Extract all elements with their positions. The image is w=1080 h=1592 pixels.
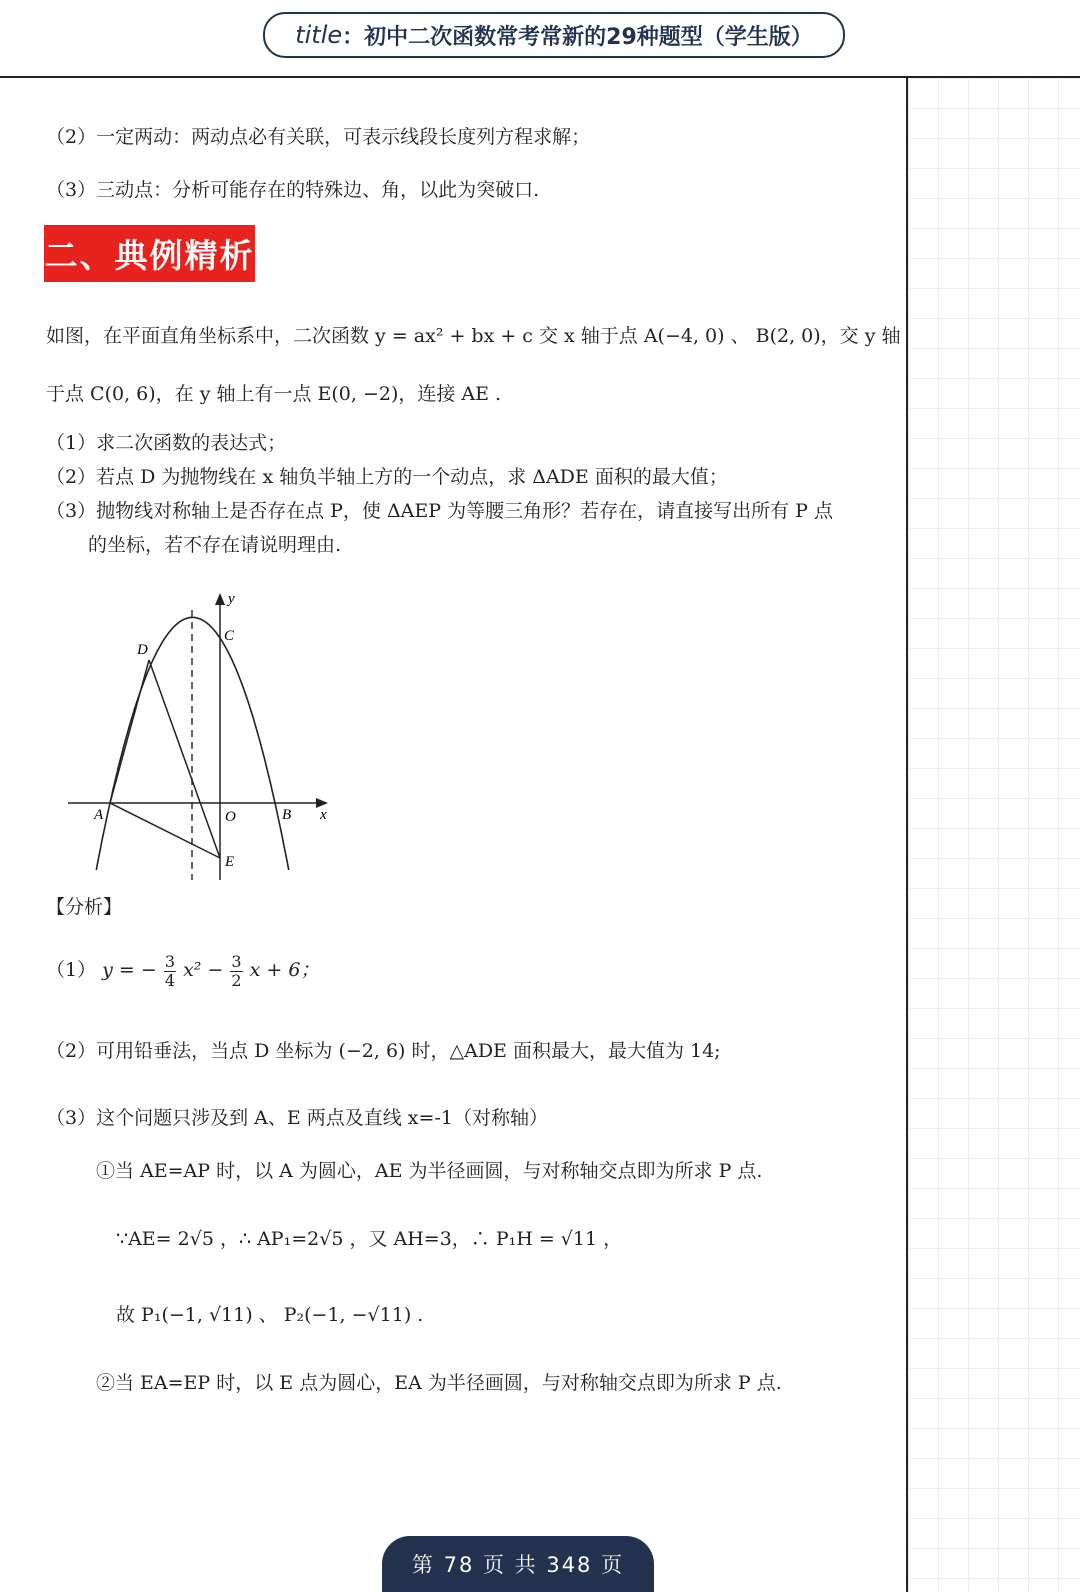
notes-grid-panel (906, 78, 1080, 1592)
document-title (263, 12, 845, 58)
problem-text-line-1: 如图，在平面直角坐标系中，二次函数 y = ax² + bx + c 交 x 轴于点 A(−4, 0) 、 B(2, 0)，交 y 轴 (46, 325, 901, 347)
method-line-2: （2）一定两动：两动点必有关联，可表示线段长度列方程求解； (46, 126, 591, 148)
answer-2: （2）可用铅垂法，当点 D 坐标为 (−2, 6) 时，△ADE 面积最大，最大值为 14; (46, 1040, 721, 1062)
question-1: （1）求二次函数的表达式； (46, 432, 287, 454)
y-axis-arrow (215, 593, 225, 605)
answer-1-y: y = − (102, 959, 157, 982)
label-a: A (94, 807, 104, 823)
fraction-numerator: 3 (231, 952, 242, 971)
method-line-3: （3）三动点：分析可能存在的特殊边、角，以此为突破口. (46, 179, 540, 201)
label-y: y (228, 591, 235, 607)
label-d: D (137, 642, 148, 658)
page-header (0, 0, 1080, 78)
question-3-line-2: 的坐标，若不存在请说明理由. (88, 534, 342, 556)
section-heading: 二、典例精析 (44, 225, 255, 282)
label-e: E (225, 854, 235, 870)
fraction-denominator: 2 (231, 970, 242, 990)
parabola-figure (64, 588, 344, 888)
answer-1 (46, 953, 319, 989)
parabola-diagram (64, 588, 344, 888)
title-text: ：初中二次函数常考常新的29种题型（学生版） (342, 24, 813, 50)
answer-1-end: x + 6； (249, 959, 320, 982)
answer-1-mid: x² − (183, 959, 224, 982)
label-c: C (224, 628, 235, 644)
document-body (0, 78, 905, 1592)
question-3-line-1: （3）抛物线对称轴上是否存在点 P，使 ΔAEP 为等腰三角形？若存在，请直接写出所有 P 点 (46, 500, 833, 522)
page-indicator: 第 78 页 共 348 页 (382, 1536, 654, 1592)
answer-1-prefix: （1） (46, 959, 97, 982)
label-o: O (225, 809, 236, 825)
answer-3-calculation: ∵AE= 2√5 ，∴ AP₁=2√5 ，又 AH=3，∴ P₁H = √11 ， (116, 1228, 623, 1250)
title-prefix: title (295, 21, 343, 49)
fraction-denominator: 4 (164, 970, 176, 990)
answer-3-case-1: ①当 AE=AP 时，以 A 为圆心，AE 为半径画圆，与对称轴交点即为所求 P 点. (96, 1160, 763, 1182)
label-b: B (282, 807, 292, 823)
question-2: （2）若点 D 为抛物线在 x 轴负半轴上方的一个动点，求 ΔADE 面积的最大值； (46, 466, 728, 488)
label-x: x (320, 807, 327, 823)
analysis-heading: 【分析】 (46, 896, 123, 918)
fraction-3-2 (230, 953, 242, 989)
problem-text-line-2: 于点 C(0, 6)，在 y 轴上有一点 E(0, −2)，连接 AE . (46, 383, 502, 405)
fraction-3-4 (164, 953, 176, 989)
answer-3-result: 故 P₁(−1, √11) 、 P₂(−1, −√11) . (116, 1304, 424, 1326)
answer-3-case-2: ②当 EA=EP 时，以 E 点为圆心，EA 为半径画圆，与对称轴交点即为所求 P 点. (96, 1372, 782, 1394)
answer-3: （3）这个问题只涉及到 A、E 两点及直线 x=-1（对称轴） (46, 1107, 548, 1129)
segment-ad (110, 660, 149, 803)
fraction-numerator: 3 (164, 952, 176, 971)
